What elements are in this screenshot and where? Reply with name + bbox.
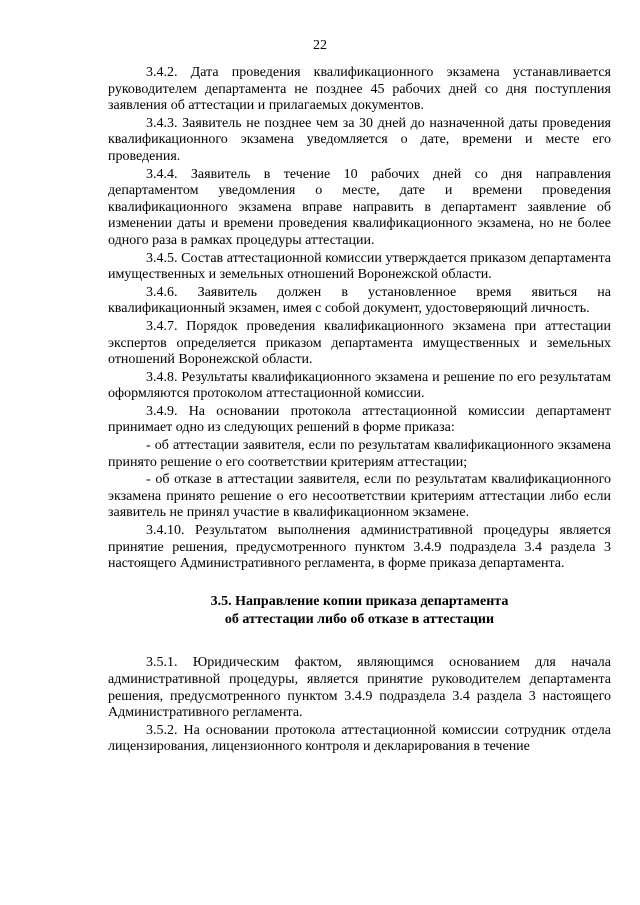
paragraph-3-4-9: 3.4.9. На основании протокола аттестационной комиссии департамент принимает одно из следующих решений в форме приказа: (108, 403, 611, 436)
paragraph-3-4-5: 3.4.5. Состав аттестационной комиссии утверждается приказом департамента имущественных и земельных отношений Воронежской области. (108, 250, 611, 283)
paragraph-3-4-3: 3.4.3. Заявитель не позднее чем за 30 дней до назначенной даты проведения квалификационного экзамена уведомляется о дате, времени и месте его проведения. (108, 115, 611, 164)
section-heading-line-2: об аттестации либо об отказе в аттестации (224, 612, 495, 628)
document-body (108, 65, 611, 757)
paragraph-3-4-7: 3.4.7. Порядок проведения квалификационного экзамена при аттестации экспертов определяется приказом департамента имущественных и земельных отношений Воронежской области. (108, 318, 611, 368)
paragraph-3-4-8: 3.4.8. Результаты квалификационного экзамена и решение по его результатам оформляются протоколом аттестационной комиссии. (108, 369, 611, 402)
section-heading-line-1: 3.5. Направление копии приказа департамента (210, 593, 509, 609)
page-number: 22 (313, 38, 327, 53)
paragraph-3-4-6: 3.4.6. Заявитель должен в установленное время явиться на квалификационный экзамен, имея с собой документ, удостоверяющий личность. (108, 284, 611, 317)
list-item-refusal: - об отказе в аттестации заявителя, если по результатам квалификационного экзамена принято решение о его несоответствии критериям аттестации либо если заявитель не принял участие в квалификационном экзамене. (108, 472, 611, 521)
paragraph-3-4-4: 3.4.4. Заявитель в течение 10 рабочих дней со дня направления департаментом уведомления о месте, дате и времени проведения квалификационного экзамена вправе направить в департамент заявление об изменении даты и времени проведения квалификационного экзамена, но не более одного раза в рамках процедуры аттестации. (108, 166, 611, 248)
paragraph-3-5-2: 3.5.2. На основании протокола аттестационной комиссии сотрудник отдела лицензирования, лицензионного контроля и декларирования в течение (108, 722, 611, 755)
section-heading (108, 593, 611, 630)
paragraph-3-4-2: 3.4.2. Дата проведения квалификационного экзамена устанавливается руководителем департамента не позднее 45 рабочих дней со дня поступления заявления об аттестации и прилагаемых документов. (108, 65, 611, 114)
paragraph-3-5-1: 3.5.1. Юридическим фактом, являющимся основанием для начала административной процедуры, является принятие руководителем департамента решения, предусмотренного пунктом 3.4.9 подраздела 3.4 раздела 3 настоящего Административного регламента. (108, 655, 611, 721)
paragraph-3-4-10: 3.4.10. Результатом выполнения административной процедуры является принятие решения, предусмотренного пунктом 3.4.9 подраздела 3.4 раздела 3 настоящего Административного регламента, в форме приказа департамента. (108, 523, 611, 572)
list-item-attestation: - об аттестации заявителя, если по результатам квалификационного экзамена принято решение о его соответствии критериям аттестации; (108, 438, 611, 470)
